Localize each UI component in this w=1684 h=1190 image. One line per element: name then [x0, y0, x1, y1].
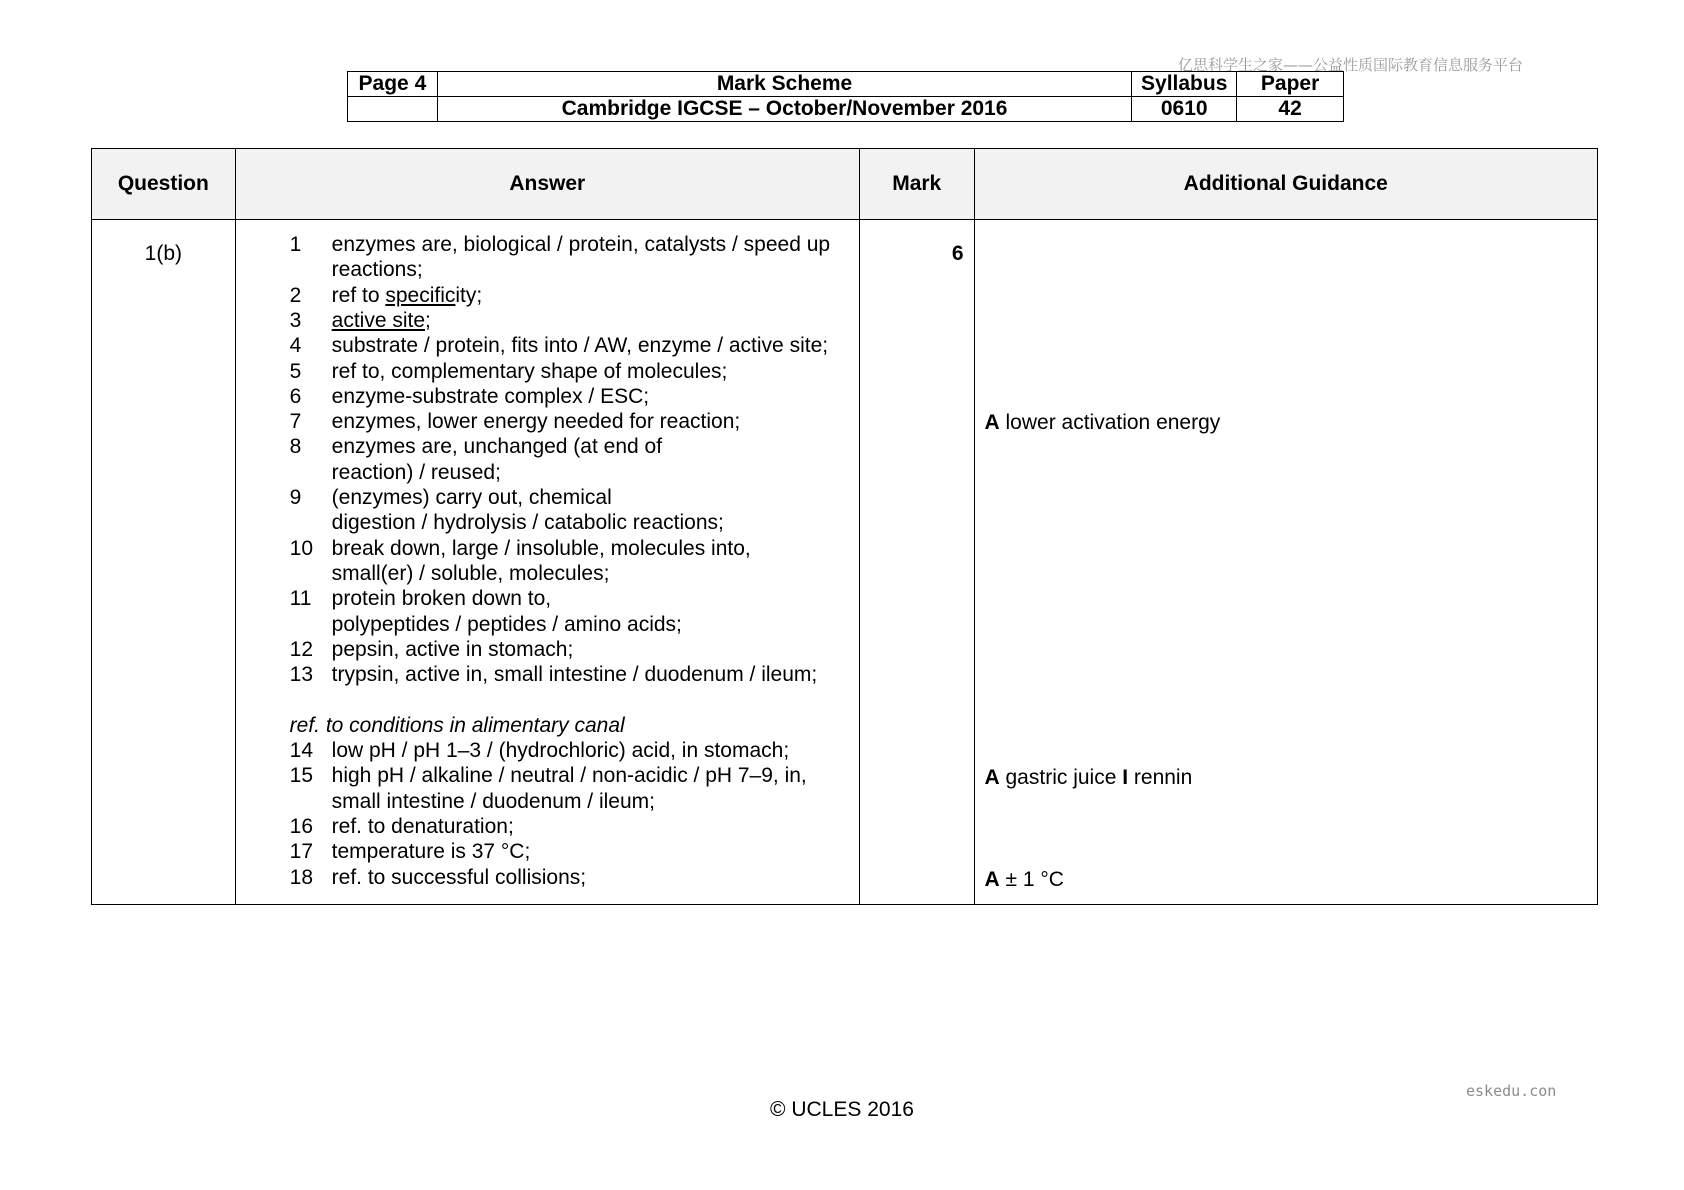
question-number: 1(b): [92, 220, 236, 905]
watermark-top: 亿思科学生之家——公益性质国际教育信息服务平台: [1178, 56, 1524, 74]
answer-number: 16: [289, 814, 314, 838]
answer-text: [332, 283, 483, 308]
answer-text-part: ref to: [331, 283, 386, 307]
answer-number: 3: [289, 308, 302, 332]
answer-text: enzymes, lower energy needed for reaction;: [331, 410, 741, 434]
underlined-term: specific: [385, 283, 456, 307]
answer-text: break down, large / insoluble, molecules into,: [331, 536, 751, 560]
answer-number: 10: [289, 536, 314, 560]
answer-text: temperature is 37 °C;: [331, 840, 531, 864]
answer-text: small(er) / soluble, molecules;: [331, 561, 610, 585]
answer-number: 15: [289, 764, 314, 788]
answer-text: reaction) / reused;: [331, 460, 501, 484]
answer-text: ref to, complementary shape of molecules;: [331, 359, 728, 383]
answer-text: small intestine / duodenum / ileum;: [331, 789, 655, 813]
answer-text: enzymes are, unchanged (at end of: [331, 435, 663, 459]
watermark-bottom: eskedu.con: [1466, 1082, 1557, 1100]
answer-list: [236, 220, 859, 904]
mark-scheme-table: [91, 148, 1598, 905]
document-title: Mark Scheme: [437, 72, 1131, 97]
column-header-mark: Mark: [859, 149, 974, 220]
answer-cell: [235, 220, 859, 905]
answer-number: 12: [289, 637, 314, 661]
answer-number: 7: [289, 410, 302, 434]
answer-text: [332, 308, 431, 333]
answer-text: protein broken down to,: [331, 587, 552, 611]
answer-text: ref. to denaturation;: [331, 814, 514, 838]
header-table: [347, 71, 1344, 122]
answer-number: 6: [289, 384, 302, 408]
syllabus-code: 0610: [1132, 97, 1237, 122]
answer-text: enzymes are, biological / protein, catalysts / speed up: [331, 233, 831, 256]
answer-text: enzyme-substrate complex / ESC;: [331, 384, 650, 408]
answer-number: 8: [289, 435, 302, 459]
answer-text: digestion / hydrolysis / catabolic reactions;: [331, 511, 724, 535]
answer-text-part: ;: [425, 308, 431, 332]
column-header-question: Question: [92, 149, 236, 220]
answer-text: ref. to successful collisions;: [331, 865, 587, 889]
answer-text: high pH / alkaline / neutral / non-acidic / pH 7–9, in,: [331, 764, 807, 788]
guidance-item: A gastric juice I rennin: [984, 766, 1193, 789]
answer-text: (enzymes) carry out, chemical: [331, 486, 612, 509]
empty-cell: [348, 97, 438, 122]
guidance-item: A ± 1 °C: [984, 868, 1064, 891]
document-subtitle: Cambridge IGCSE – October/November 2016: [437, 97, 1131, 122]
copyright-footer: © UCLES 2016: [770, 1098, 914, 1121]
answer-number: 13: [289, 663, 314, 687]
answer-number: 4: [289, 334, 302, 358]
answer-number: 9: [289, 486, 302, 509]
answer-number: 5: [289, 359, 302, 383]
subheading-text: ref. to conditions in alimentary canal: [289, 713, 625, 737]
answer-text: reactions;: [331, 258, 423, 282]
paper-label: Paper: [1237, 72, 1344, 97]
guidance-item: A lower activation energy: [984, 411, 1221, 434]
answer-number: 2: [289, 283, 302, 307]
table-row: [92, 220, 1598, 905]
underlined-term: active site: [331, 308, 426, 332]
mark-value: 6: [859, 220, 974, 905]
answer-number: 14: [289, 739, 314, 762]
answer-text: low pH / pH 1–3 / (hydrochloric) acid, in stomach;: [331, 739, 790, 762]
answer-text-part: ity;: [455, 283, 483, 307]
column-header-guidance: Additional Guidance: [974, 149, 1598, 220]
answer-text: trypsin, active in, small intestine / duodenum / ileum;: [331, 663, 818, 687]
answer-text: polypeptides / peptides / amino acids;: [331, 612, 682, 636]
answer-number: 1: [289, 233, 302, 256]
answer-number: 11: [289, 587, 312, 611]
answer-number: 17: [289, 840, 314, 864]
guidance-cell: [974, 220, 1598, 905]
paper-number: 42: [1237, 97, 1344, 122]
column-header-answer: Answer: [235, 149, 859, 220]
answer-number: 18: [289, 865, 314, 889]
page-number: Page 4: [348, 72, 438, 97]
syllabus-label: Syllabus: [1132, 72, 1237, 97]
answer-text: pepsin, active in stomach;: [331, 637, 574, 661]
answer-text: substrate / protein, fits into / AW, enzyme / active site;: [331, 334, 829, 358]
